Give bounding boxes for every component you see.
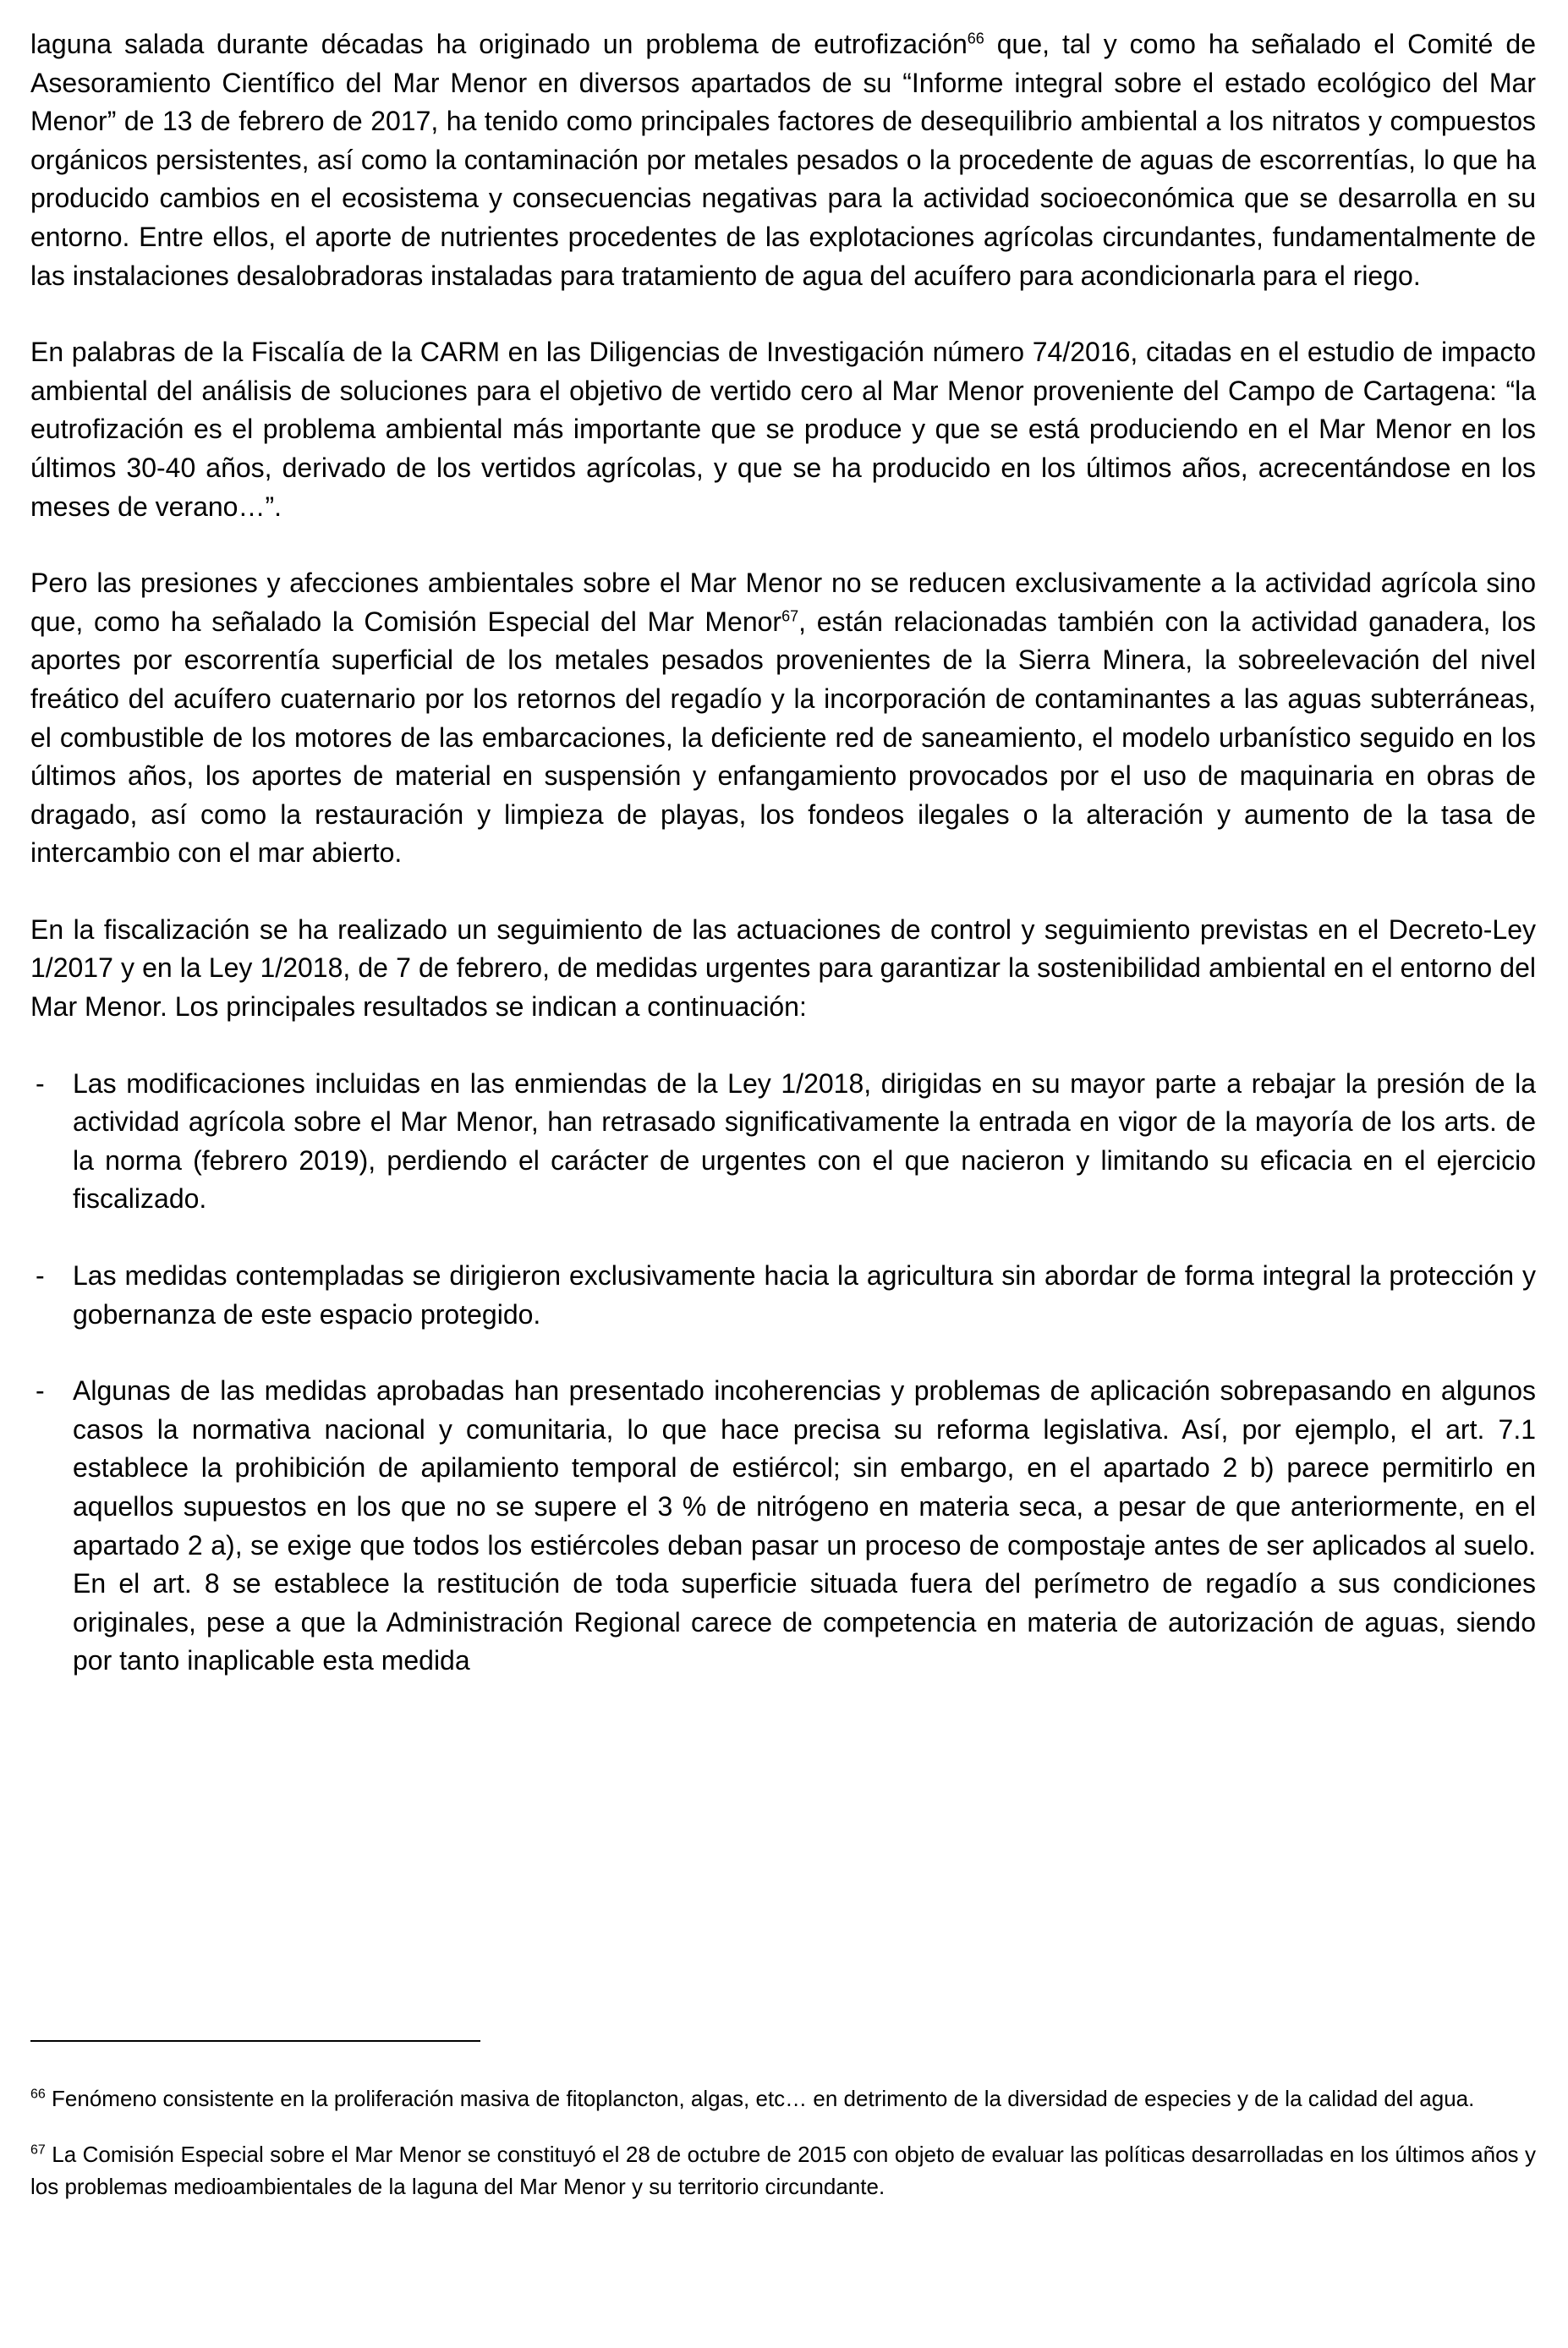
bullet-dash: - [36, 1375, 45, 1407]
paragraph-presiones [30, 564, 1536, 873]
paragraph-text: Pero las presiones y afecciones ambientales sobre el Mar Menor no se reducen exclusivamente a la actividad agrícola sino que, como ha señalado la Comisión Especial del Mar Menor [30, 568, 1536, 637]
list-item [30, 1372, 1536, 1681]
footnotes [30, 2082, 1536, 2226]
footnote-number: 66 [30, 2087, 46, 2102]
paragraph-fiscalizacion: En la fiscalización se ha realizado un seguimiento de las actuaciones de control y seguimiento previstas en el Decreto-Ley 1/2017 y en la Ley 1/2018, de 7 de febrero, de medidas urgentes para garantizar la sostenibilidad ambiental en el entorno del Mar Menor. Los principales resultados se indican a continuación: [30, 913, 1536, 1023]
list-item-text: Las medidas contempladas se dirigieron exclusivamente hacia la agricultura sin abordar de forma integral la protección y gobernanza de este espacio protegido. [73, 1260, 1536, 1330]
footnote-text: Fenómeno consistente en la proliferación masiva de fitoplancton, algas, etc… en detrimento de la diversidad de especies y de la calidad del agua. [45, 2086, 1475, 2111]
paragraph-text: laguna salada durante décadas ha originado un problema de eutrofización [30, 29, 968, 59]
footnote-66 [30, 2082, 1536, 2115]
bullet-dash: - [36, 1260, 45, 1292]
list-item-text: Algunas de las medidas aprobadas han presentado incoherencias y problemas de aplicación sobrepasando en algunos casos la normativa nacional y comunitaria, lo que hace precisa su reforma legislativa. Así, por ejemplo, el art. 7.1 establece la prohibición de apilamiento temporal de estiércol; sin embargo, en el apartado 2 b) parece permitirlo en aquellos supuestos en los que no se supere el 3 % de nitrógeno en materia seca, a pesar de que anteriormente, en el apartado 2 a), se exige que todos los estiércoles deban pasar un proceso de compostaje antes de ser aplicados al suelo. En el art. 8 se establece la restitución de toda superficie situada fuera del perímetro de regadío a sus condiciones originales, pese a que la Administración Regional carece de competencia en materia de autorización de aguas, siendo por tanto inaplicable esta medida [73, 1375, 1536, 1676]
footnote-ref-66[interactable]: 66 [967, 30, 984, 47]
paragraph-text: que, tal y como ha señalado el Comité de Asesoramiento Científico del Mar Menor en diversos apartados de su “Informe integral sobre el estado ecológico del Mar Menor” de 13 de febrero de 2017, ha tenido como principales factores de desequilibrio ambiental a los nitratos y compuestos orgánicos persistentes, así como la contaminación por metales pesados o la procedente de aguas de escorrentías, lo que ha producido cambios en el ecosistema y consecuencias negativas para la actividad socioeconómica que se desarrolla en su entorno. Entre ellos, el aporte de nutrientes procedentes de las explotaciones agrícolas circundantes, fundamentalmente de las instalaciones desalobradoras instaladas para tratamiento de agua del acuífero para acondicionarla para el riego. [30, 29, 1537, 291]
list-item [30, 1065, 1536, 1219]
list-item-text: Las modificaciones incluidas en las enmiendas de la Ley 1/2018, dirigidas en su mayor parte a rebajar la presión de la actividad agrícola sobre el Mar Menor, han retrasado significativamente la entrada en vigor de la mayoría de los arts. de la norma (febrero 2019), perdiendo el carácter de urgentes con el que nacieron y limitando su eficacia en el ejercicio fiscalizado. [73, 1067, 1536, 1215]
list-item [30, 1257, 1536, 1334]
paragraph-fiscalia: En palabras de la Fiscalía de la CARM en las Diligencias de Investigación número 74/2016, citadas en el estudio de impacto ambiental del análisis de soluciones para el objetivo de vertido cero al Mar Menor proveniente del Campo de Cartagena: “la eutrofización es el problema ambiental más importante que se produce y que se está produciendo en el Mar Menor en los últimos 30-40 años, derivado de los vertidos agrícolas, y que se ha producido en los últimos años, acrecentándose en los meses de verano…”. [30, 337, 1536, 522]
footnote-67 [30, 2138, 1536, 2203]
results-list [30, 1065, 1536, 1681]
footnote-number: 67 [30, 2142, 46, 2158]
footnote-separator [30, 2040, 480, 2042]
paragraph-text: , están relacionadas también con la actividad ganadera, los aportes por escorrentía superficial de los metales pesados provenientes de la Sierra Minera, la sobreelevación del nivel freático del acuífero cuaternario por los retornos del regadío y la incorporación de contaminantes a las aguas subterráneas, el combustible de los motores de las embarcaciones, la deficiente red de saneamiento, el modelo urbanístico seguido en los últimos años, los aportes de material en suspensión y enfangamiento provocados por el uso de maquinaria en obras de dragado, así como la restauración y limpieza de playas, los fondeos ilegales o la alteración y aumento de la tasa de intercambio con el mar abierto. [30, 606, 1537, 869]
footnote-text: La Comisión Especial sobre el Mar Menor se constituyó el 28 de octubre de 2015 con objeto de evaluar las políticas desarrolladas en los últimos años y los problemas medioambientales de la laguna del Mar Menor y su territorio circundante. [30, 2142, 1536, 2199]
footnote-ref-67[interactable]: 67 [781, 607, 799, 625]
document-body [30, 25, 1536, 1681]
bullet-dash: - [36, 1067, 45, 1099]
paragraph-eutrofizacion [30, 25, 1536, 295]
